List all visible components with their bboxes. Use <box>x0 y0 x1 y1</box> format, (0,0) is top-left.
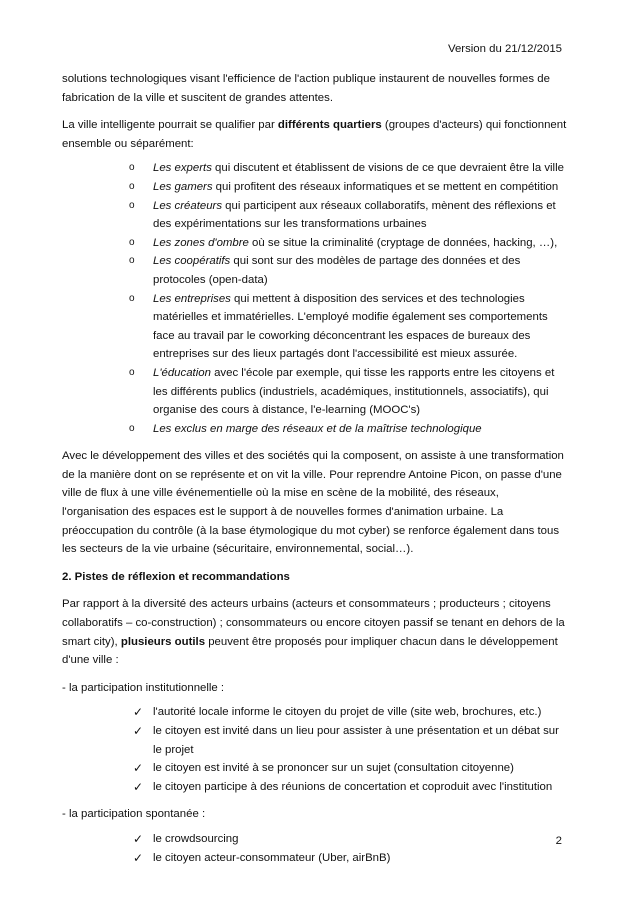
text-run: (groupes d'acteurs) qui fonctionnent ensemble ou séparément: <box>62 119 567 150</box>
list-item <box>62 178 567 197</box>
version-header: Version du 21/12/2015 <box>447 43 562 55</box>
list-item <box>62 290 567 364</box>
circle-bullet-icon: o <box>129 366 135 378</box>
list-item <box>62 849 567 868</box>
list-item <box>62 159 567 178</box>
section-heading: 2. Pistes de réflexion et recommandations <box>62 570 290 583</box>
paragraph-outils <box>62 595 567 669</box>
checkmark-icon: ✓ <box>133 831 144 846</box>
item-text: le citoyen est invité dans un lieu pour assister à une présentation et un débat sur le projet <box>153 725 559 756</box>
spontanee-list <box>62 830 567 867</box>
italic-term: Les coopératifs <box>153 255 231 268</box>
page-content <box>62 70 567 867</box>
paragraph-quartiers <box>62 116 567 153</box>
checkmark-icon: ✓ <box>133 705 144 720</box>
list-item <box>62 759 567 778</box>
paragraph-spontanee: - la participation spontanée : <box>62 808 206 821</box>
item-text: l'autorité locale informe le citoyen du projet de ville (site web, brochures, etc.) <box>153 706 542 719</box>
item-text: qui profitent des réseaux informatiques et se mettent en compétition <box>212 180 559 193</box>
item-text: où se situe la criminalité (cryptage de données, hacking, …), <box>248 236 558 249</box>
list-item <box>62 703 567 722</box>
bold-text: différents quartiers <box>277 119 382 132</box>
list-item <box>62 197 567 234</box>
checkmark-icon: ✓ <box>133 850 144 865</box>
circle-bullet-icon: o <box>129 162 135 174</box>
checkmark-icon: ✓ <box>133 761 144 776</box>
item-text: le crowdsourcing <box>153 832 239 845</box>
list-item <box>62 234 567 253</box>
list-item <box>62 722 567 759</box>
circle-bullet-icon: o <box>129 292 135 304</box>
list-item <box>62 830 567 849</box>
item-text: avec l'école par exemple, qui tisse les rapports entre les citoyens et les différents publics (industriels, académiques, institutionnels, associatifs), qui organise des cours à distance, l'e-learning (MOOC's) <box>153 366 555 417</box>
item-text: qui participent aux réseaux collaboratifs, mènent des réflexions et des expérimentations sur les transformations urbaines <box>153 199 556 231</box>
institutionnelle-list <box>62 703 567 796</box>
list-item <box>62 252 567 289</box>
item-text: qui sont sur des modèles de partage des données et des protocoles (open-data) <box>153 255 521 286</box>
item-text: qui mettent à disposition des services et des technologies matérielles et immatérielles. L'employé modifie également ses comportements face au travail par le coworking déconcentrant les espaces de bureaux des entreprises sur des lieux partagés dont l'accessibilité est mieux assurée. <box>153 292 548 361</box>
circle-bullet-icon: o <box>129 236 135 248</box>
text-run: Par rapport à la diversité des acteurs urbains (acteurs et consommateurs ; producteurs ; citoyens collaboratifs – co-construction) ; consommateurs ou encore citoyen passif se tenant en dehors de la smart city), <box>62 598 565 648</box>
text-run: peuvent être proposés pour impliquer chacun dans le développement d'une ville : <box>62 635 558 667</box>
italic-term: Les experts <box>153 162 212 175</box>
italic-term: L'éducation <box>153 366 211 379</box>
paragraph-intro: solutions technologiques visant l'efficience de l'action publique instaurent de nouvelles formes de fabrication de la ville et suscitent de grandes attentes. <box>62 73 550 104</box>
item-text: le citoyen participe à des réunions de concertation et coproduit avec l'institution <box>153 780 553 793</box>
page-number: 2 <box>555 835 562 847</box>
italic-term: Les créateurs <box>153 199 223 212</box>
list-item <box>62 420 567 439</box>
italic-term: Les entreprises <box>153 292 231 305</box>
list-item <box>62 778 567 797</box>
italic-term: Les zones d'ombre <box>153 236 249 249</box>
item-text: qui discutent et établissent de visions de ce que devraient être la ville <box>211 162 564 175</box>
text-run: La ville intelligente pourrait se qualifier par <box>62 119 278 132</box>
italic-term: Les exclus en marge des réseaux et de la maîtrise technologique <box>153 422 482 435</box>
quartiers-list <box>62 159 567 438</box>
italic-term: Les gamers <box>153 180 213 193</box>
circle-bullet-icon: o <box>129 199 135 211</box>
circle-bullet-icon: o <box>129 180 135 192</box>
paragraph-institutionnelle: - la participation institutionnelle : <box>62 681 225 694</box>
checkmark-icon: ✓ <box>133 779 144 794</box>
bold-text: plusieurs outils <box>120 635 206 648</box>
circle-bullet-icon: o <box>129 255 135 267</box>
item-text: le citoyen acteur-consommateur (Uber, airBnB) <box>153 851 391 864</box>
paragraph-picon: Avec le développement des villes et des sociétés qui la composent, on assiste à une transformation de la manière dont on se représente et on vit la ville. Pour reprendre Antoine Picon, on passe d'une ville de flux à une ville événementielle où la mise en scène de la mobilité, des réseaux, l'organisation des espaces est le support à de nouvelles formes d'animation urbaine. La préoccupation du contrôle (à la base étymologique du mot cyber) se renforce également dans tous les secteurs de la vie urbaine (sécuritaire, environnemental, social…). <box>62 450 564 556</box>
item-text: le citoyen est invité à se prononcer sur un sujet (consultation citoyenne) <box>153 762 514 775</box>
checkmark-icon: ✓ <box>133 724 144 738</box>
list-item <box>62 364 567 420</box>
circle-bullet-icon: o <box>129 422 135 434</box>
